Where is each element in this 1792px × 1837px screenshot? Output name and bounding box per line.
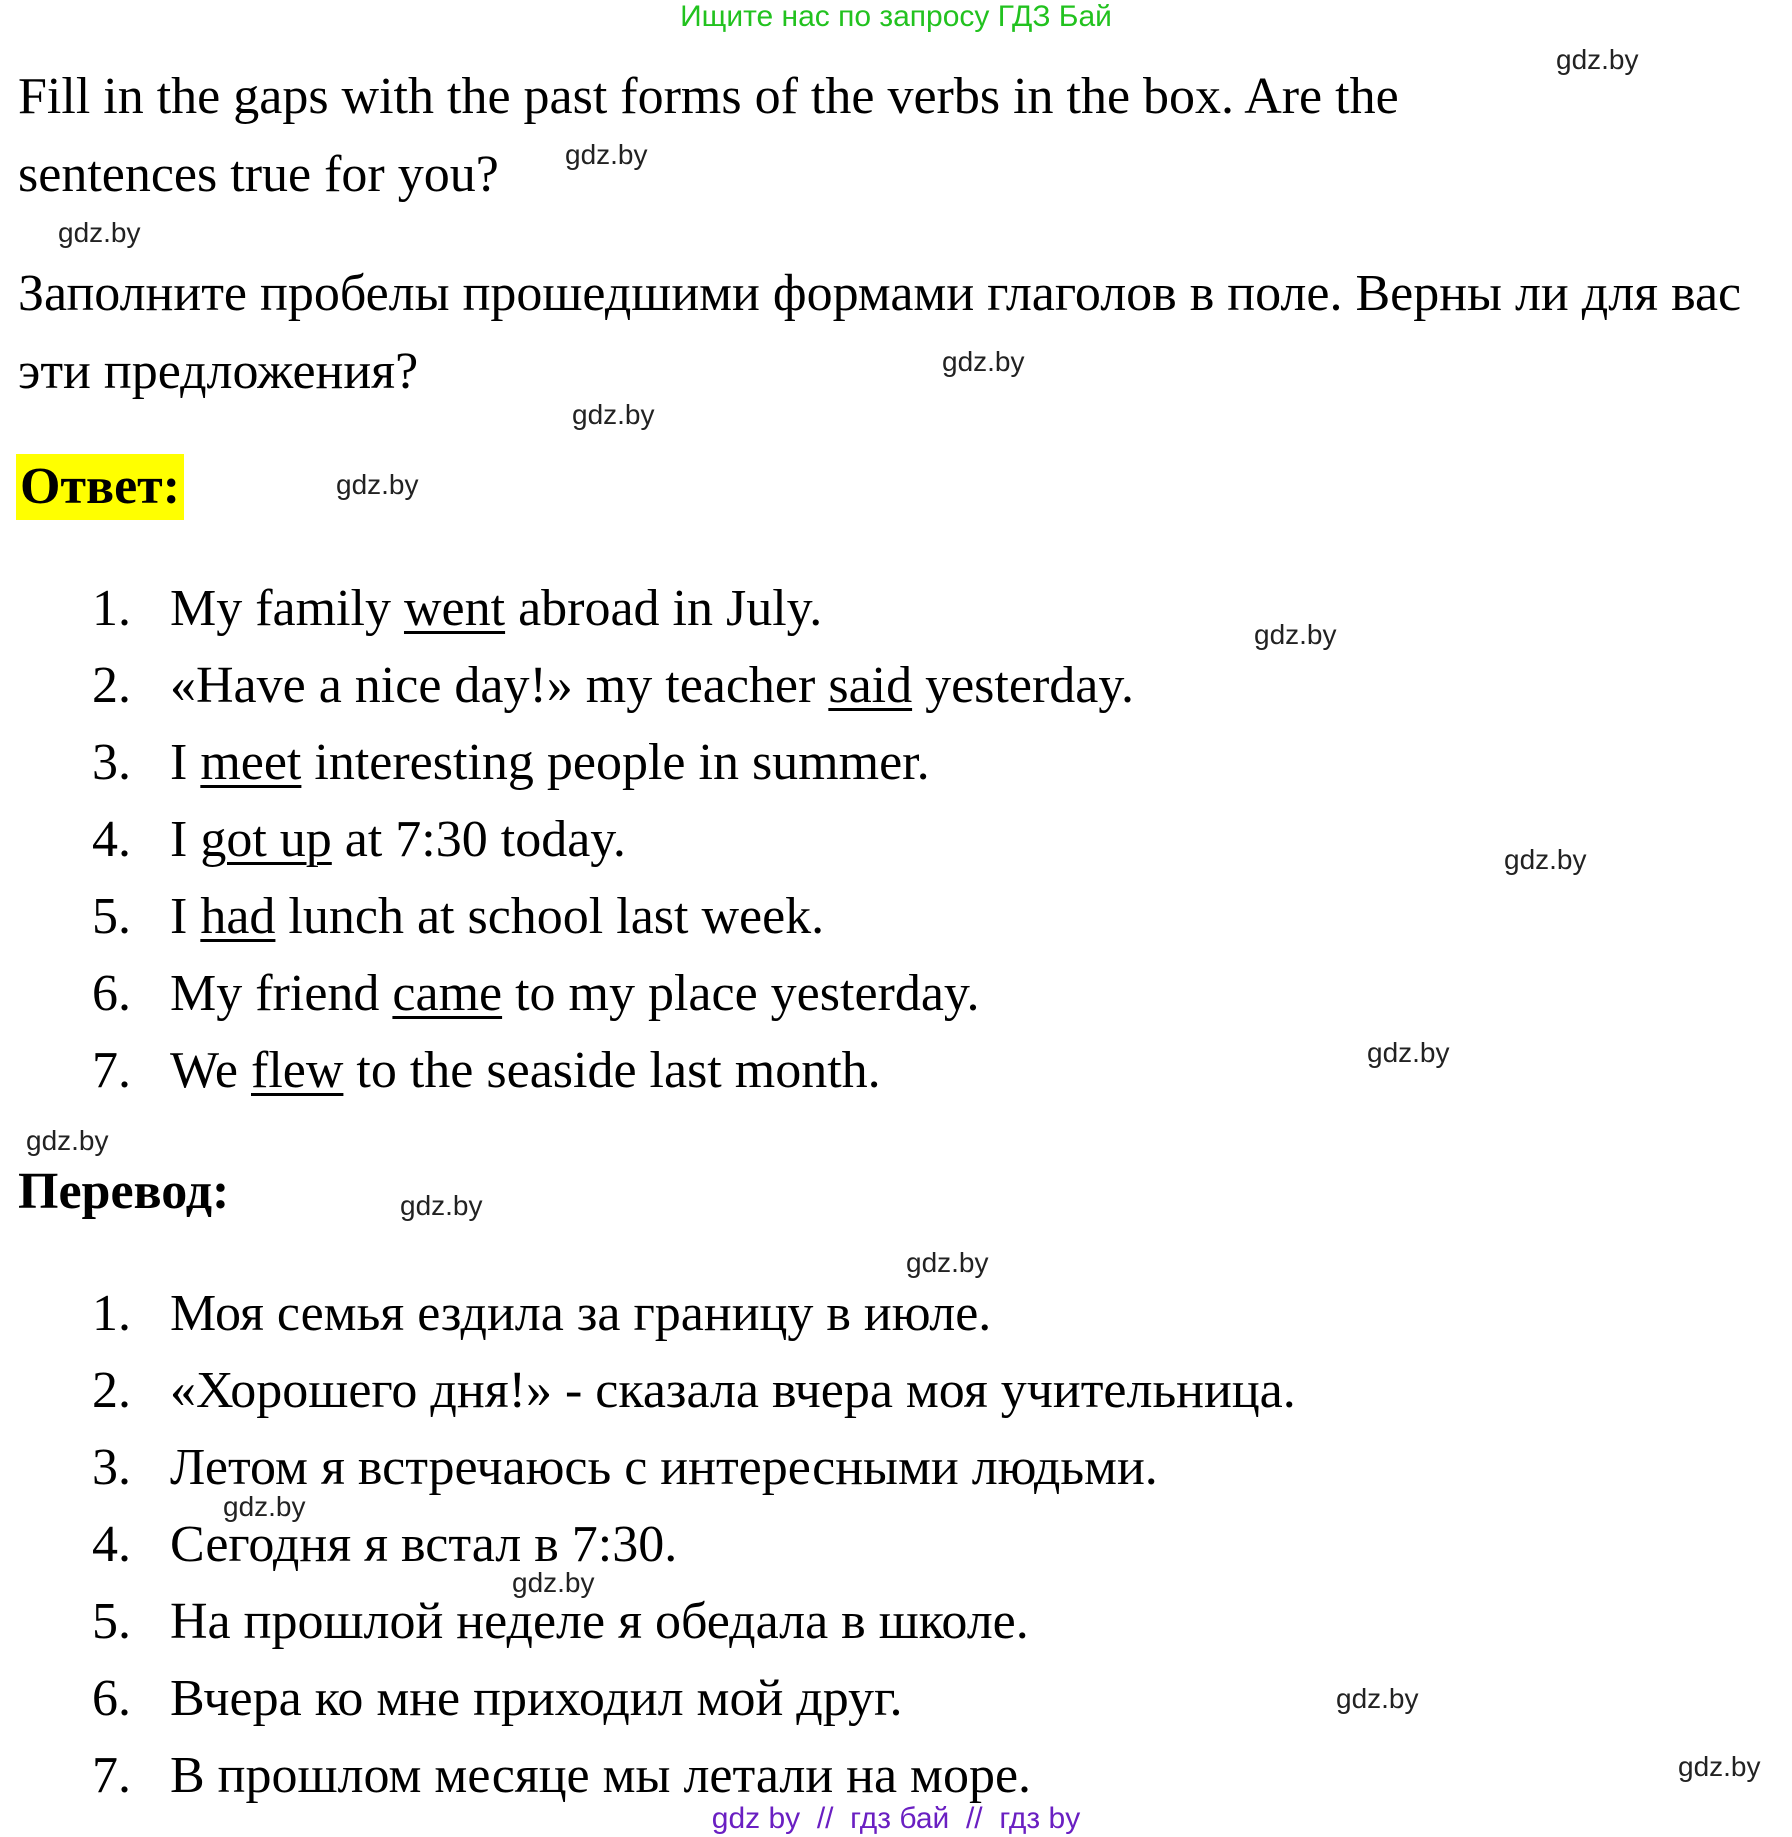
answer-verb: got up: [200, 811, 332, 868]
watermark: gdz.by: [1367, 1037, 1450, 1068]
answer-verb: came: [392, 965, 503, 1022]
answer-number: 3.: [92, 734, 131, 791]
translation-item: [92, 1583, 1296, 1660]
answer-text-after: to the seaside last month.: [343, 1042, 881, 1099]
watermark: gdz.by: [223, 1491, 306, 1522]
answer-label: Ответ:: [16, 454, 184, 520]
answer-item: [92, 878, 1134, 955]
translation-item: [92, 1352, 1296, 1429]
answer-item: [92, 955, 1134, 1032]
translations-list: [92, 1275, 1296, 1814]
watermark: gdz.by: [400, 1190, 483, 1221]
translation-number: 4.: [92, 1516, 131, 1573]
translation-text: Вчера ко мне приходил мой друг.: [170, 1670, 903, 1727]
answer-verb: flew: [251, 1042, 344, 1099]
bottom-banner-link[interactable]: gdz by // гдз бай // гдз by: [711, 1802, 1081, 1835]
answer-text-before: I: [170, 734, 201, 791]
translation-text: Сегодня я встал в 7:30.: [170, 1516, 678, 1573]
answer-number: 6.: [92, 965, 131, 1022]
answer-verb: meet: [200, 734, 302, 791]
answer-item: [92, 724, 1134, 801]
answer-text-before: I: [170, 811, 201, 868]
watermark: gdz.by: [906, 1247, 989, 1278]
task-english: Fill in the gaps with the past forms of the verbs in the box. Are the sentences true for you?: [18, 68, 1399, 203]
answer-number: 5.: [92, 888, 131, 945]
translation-text: Летом я встречаюсь с интересными людьми.: [170, 1439, 1158, 1496]
watermark: gdz.by: [572, 399, 655, 430]
answer-number: 7.: [92, 1042, 131, 1099]
answer-text-after: to my place yesterday.: [502, 965, 980, 1022]
translation-label: Перевод:: [18, 1163, 230, 1220]
watermark: gdz.by: [512, 1567, 595, 1598]
answer-text-before: «Have a nice day!» my teacher: [170, 657, 829, 714]
answer-verb: had: [200, 888, 276, 945]
answer-text-after: yesterday.: [912, 657, 1134, 714]
answer-item: [92, 1032, 1134, 1109]
watermark: gdz.by: [565, 139, 648, 170]
translation-number: 2.: [92, 1362, 131, 1419]
answer-number: 1.: [92, 580, 131, 637]
translation-text: «Хорошего дня!» - сказала вчера моя учительница.: [170, 1362, 1296, 1419]
translation-text: Моя семья ездила за границу в июле.: [170, 1285, 992, 1342]
task-russian: Заполните пробелы прошедшими формами глаголов в поле. Верны ли для вас эти предложения?: [18, 265, 1742, 400]
translation-number: 7.: [92, 1747, 131, 1804]
answer-number: 4.: [92, 811, 131, 868]
answer-text-after: lunch at school last week.: [275, 888, 825, 945]
watermark: gdz.by: [1504, 844, 1587, 875]
answer-text-before: We: [170, 1042, 251, 1099]
translation-text: На прошлой неделе я обедала в школе.: [170, 1593, 1029, 1650]
watermark: gdz.by: [1678, 1751, 1761, 1782]
watermark: gdz.by: [1254, 619, 1337, 650]
answer-text-after: abroad in July.: [505, 580, 823, 637]
watermark: gdz.by: [1556, 44, 1639, 75]
answers-list: [92, 570, 1134, 1109]
watermark: gdz.by: [336, 469, 419, 500]
translation-number: 6.: [92, 1670, 131, 1727]
translation-item: [92, 1275, 1296, 1352]
top-banner-link[interactable]: Ищите нас по запросу ГДЗ Бай: [680, 0, 1112, 33]
watermark: gdz.by: [58, 217, 141, 248]
answer-text-before: I: [170, 888, 201, 945]
watermark: gdz.by: [1336, 1683, 1419, 1714]
watermark: gdz.by: [942, 346, 1025, 377]
answer-verb: said: [828, 657, 913, 714]
watermark: gdz.by: [26, 1125, 109, 1156]
answer-verb: went: [403, 580, 506, 637]
answer-item: [92, 570, 1134, 647]
answer-item: [92, 801, 1134, 878]
answer-text-after: interesting people in summer.: [301, 734, 930, 791]
answer-number: 2.: [92, 657, 131, 714]
translation-item: [92, 1660, 1296, 1737]
translation-text: В прошлом месяце мы летали на море.: [170, 1747, 1032, 1804]
answer-item: [92, 647, 1134, 724]
answer-text-after: at 7:30 today.: [331, 811, 626, 868]
answer-text-before: My family: [170, 580, 404, 637]
translation-number: 5.: [92, 1593, 131, 1650]
answer-text-before: My friend: [170, 965, 393, 1022]
translation-number: 1.: [92, 1285, 131, 1342]
translation-number: 3.: [92, 1439, 131, 1496]
